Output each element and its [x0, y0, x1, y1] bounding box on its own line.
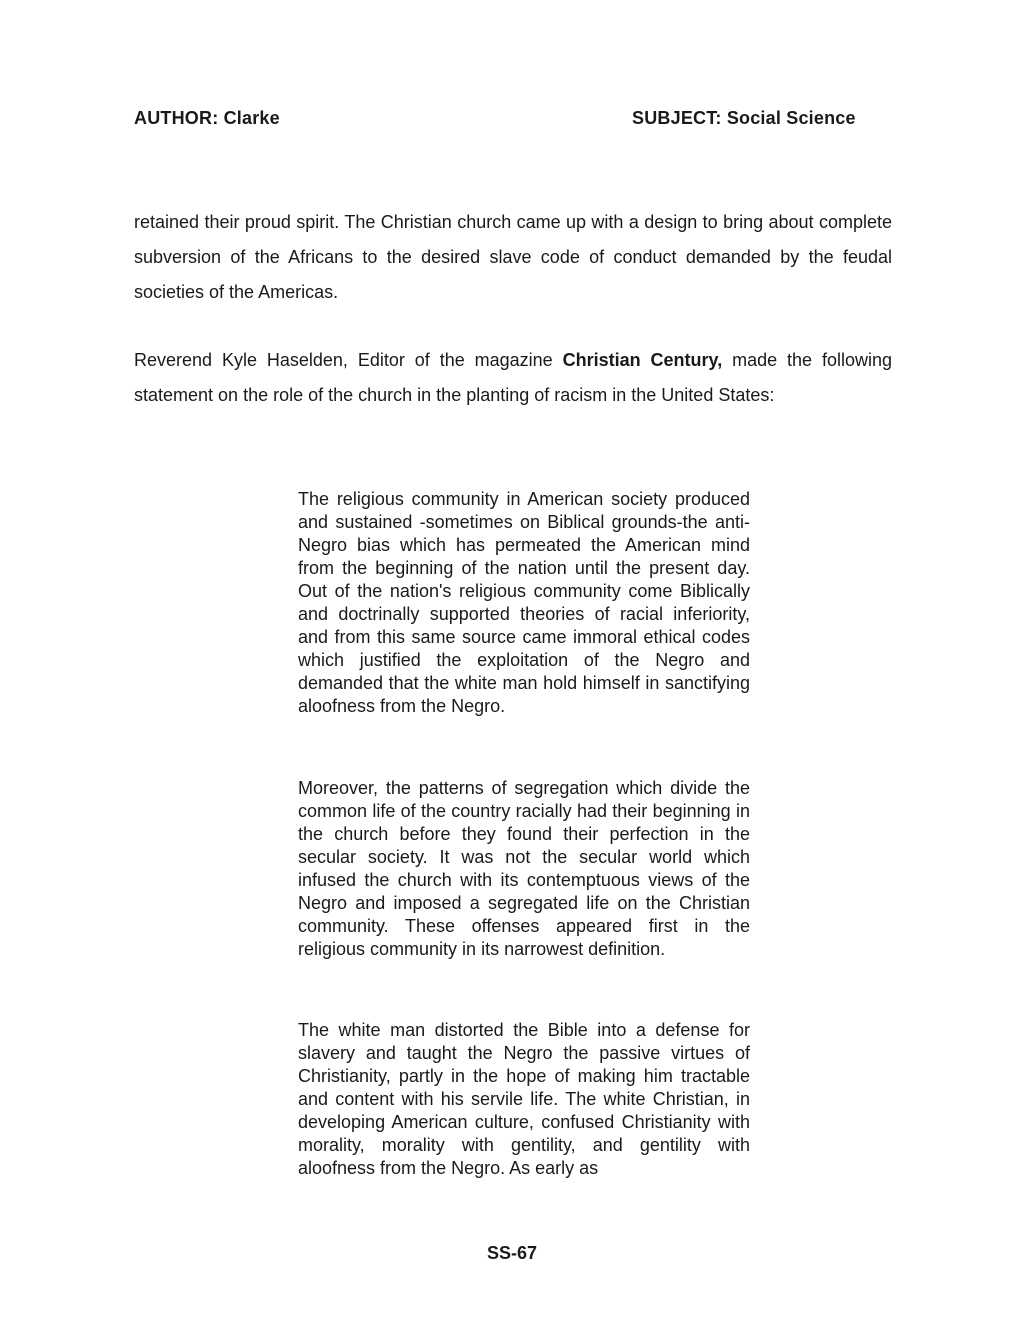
page-number: SS-67	[486, 1243, 538, 1263]
subject-header: SUBJECT: Social Science	[632, 108, 856, 128]
paragraph-2-rest: made the following statement on the role of the church in the planting of racism in the United States:	[134, 350, 893, 405]
block-quote-1: The religious community in American society produced and sustained -sometimes on Biblical grounds-the anti-Negro bias which has permeated the American mind from the beginning of the nation until the present day. Out of the nation's religious community come Biblically and doctrinally supported theories of racial inferiority, and from this same source came immoral ethical codes which justified the exploitation of the Negro and demanded that the white man hold himself in sanctifying aloofness from the Negro.	[298, 489, 750, 716]
author-header: AUTHOR: Clarke	[134, 108, 280, 128]
block-quote-3: The white man distorted the Bible into a defense for slavery and taught the Negro the passive virtues of Christianity, partly in the hope of making him tractable and content with his servile life. The white Christian, in developing American culture, confused Christianity with morality, morality with gentility, and gentility with aloofness from the Negro. As early as	[298, 1020, 750, 1178]
magazine-title: Christian Century,	[562, 350, 723, 370]
block-quote-2: Moreover, the patterns of segregation which divide the common life of the country racially had their beginning in the church before they found their perfection in the secular society. It was not the secular world which infused the church with its contemptuous views of the Negro and imposed a segregated life on the Christian community. These offenses appeared first in the religious community in its narrowest definition.	[298, 778, 750, 959]
body-paragraph-1: retained their proud spirit. The Christian church came up with a design to bring about complete subversion of the Africans to the desired slave code of conduct demanded by the feudal societies of the Americas.	[134, 212, 892, 302]
paragraph-2-intro: Reverend Kyle Haselden, Editor of the magazine	[134, 350, 563, 370]
body-paragraph-2	[134, 343, 892, 413]
